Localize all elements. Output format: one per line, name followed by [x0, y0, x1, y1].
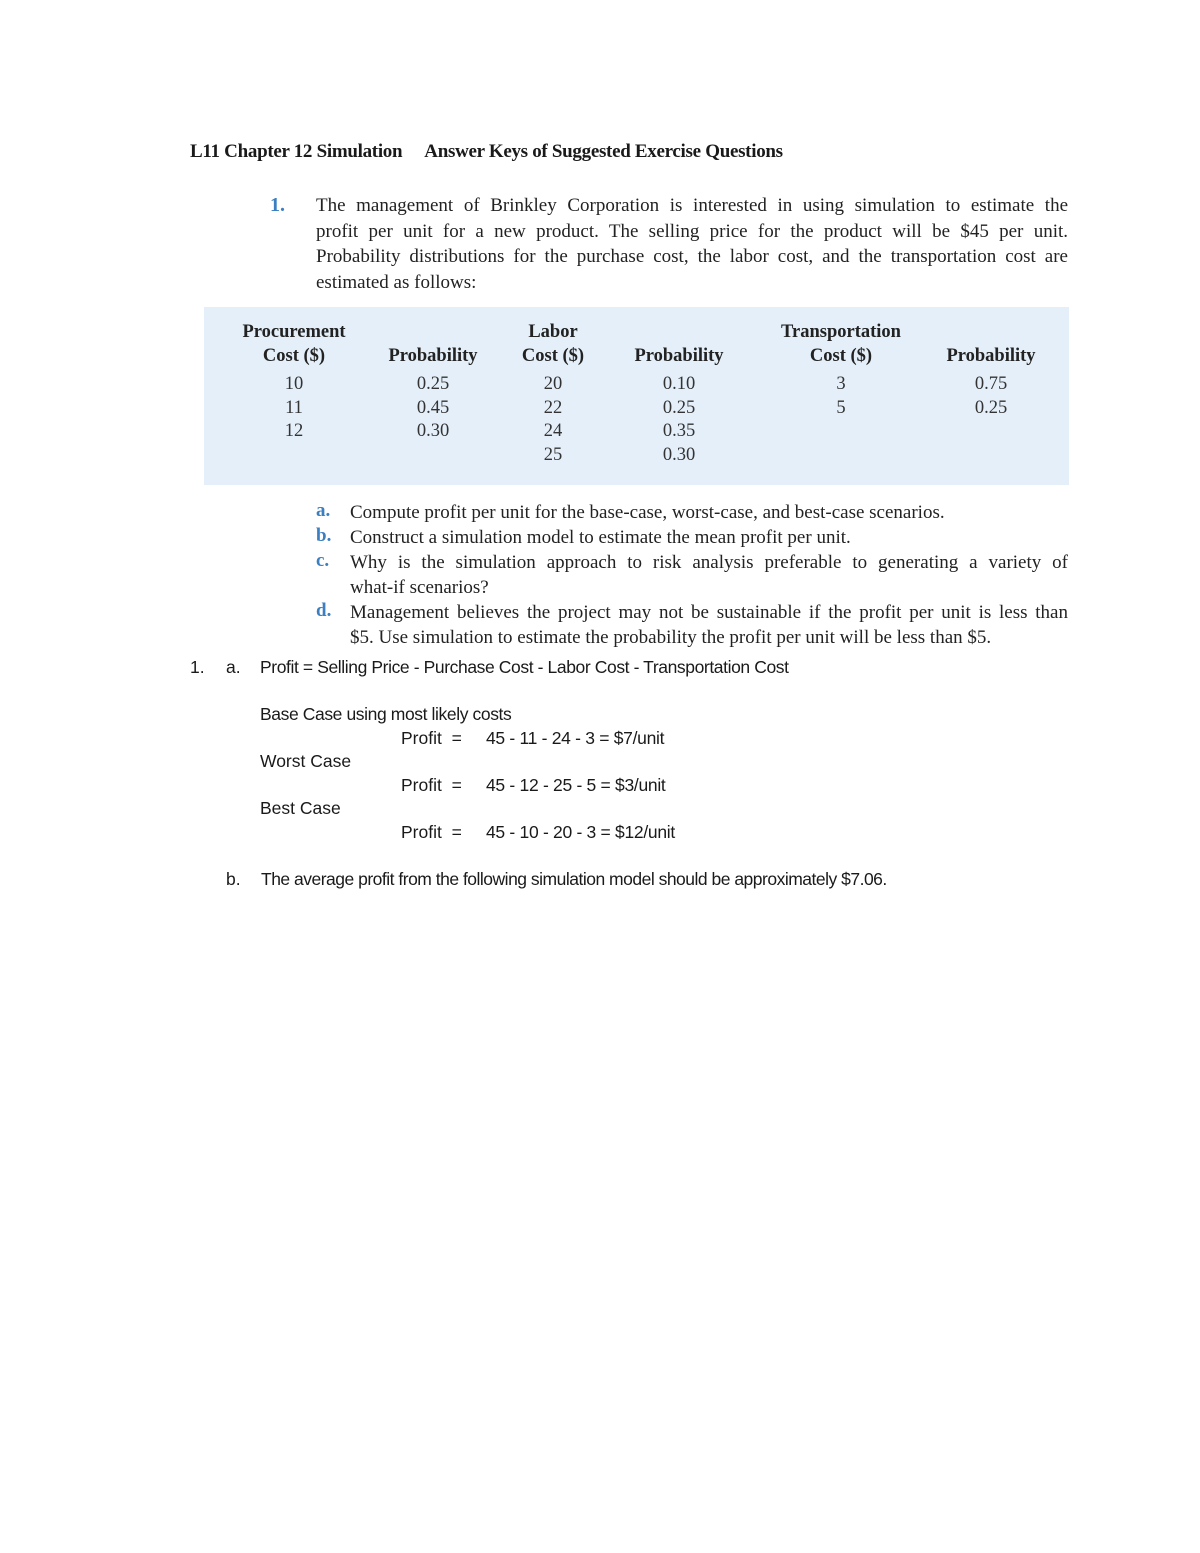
question-line: Probability distributions for the purchase cost, the labor cost, and the transportation cost are [316, 246, 1068, 267]
best-case-label: Best Case [260, 798, 341, 818]
table-cell: 22 [543, 397, 563, 418]
header-labor [504, 320, 602, 368]
table-cell: 0.35 [662, 421, 696, 441]
header-probability-1: Probability [388, 346, 478, 366]
header-line: Transportation [781, 322, 901, 342]
procurement-cost-column [264, 373, 324, 444]
table-cell: 5 [836, 397, 846, 418]
header-probability-3: Probability [946, 346, 1036, 366]
subquestion-line: what-if scenarios? [350, 577, 489, 598]
header-line: Labor [528, 322, 578, 342]
question-line: The management of Brinkley Corporation is interested in using simulation to estimate the [316, 195, 1068, 216]
table-cell: 3 [836, 374, 846, 394]
question-text [316, 193, 1068, 295]
subquestion-text-d [350, 600, 1068, 650]
table-cell: 0.30 [662, 444, 696, 465]
labor-prob-column [649, 373, 709, 467]
worst-profit-label: Profit = [401, 775, 462, 795]
question-line: profit per unit for a new product. The selling price for the product will be $45 per unit. [316, 220, 1068, 242]
header-line: Procurement [242, 322, 346, 342]
answer-b-text: The average profit from the following simulation model should be approximately $7.06. [261, 869, 887, 889]
table-cell: 0.25 [662, 397, 696, 418]
worst-profit-calc: 45 - 12 - 25 - 5 = $3/unit [486, 775, 666, 795]
labor-cost-column [523, 373, 583, 467]
table-cell: 12 [284, 421, 304, 441]
table-cell: 0.10 [662, 374, 696, 394]
table-cell: 0.25 [416, 374, 450, 394]
header-line: Cost ($) [521, 346, 585, 366]
table-cell: 0.45 [416, 397, 450, 418]
title-left: L11 Chapter 12 Simulation [190, 141, 403, 162]
subquestion-letter-a: a. [316, 500, 331, 521]
transport-prob-column [961, 373, 1021, 420]
header-transportation [761, 320, 921, 368]
base-profit-label: Profit = [401, 728, 462, 748]
table-cell: 0.25 [974, 397, 1008, 418]
transport-cost-column [811, 373, 871, 420]
subquestion-text-c [350, 550, 1068, 600]
table-cell: 24 [543, 421, 563, 441]
procurement-prob-column [403, 373, 463, 444]
base-case-label: Base Case using most likely costs [260, 704, 512, 724]
subquestion-letter-c: c. [316, 550, 330, 571]
subquestion-letter-b: b. [316, 525, 332, 546]
header-procurement [224, 320, 364, 368]
best-profit-label: Profit = [401, 822, 462, 842]
worst-case-label: Worst Case [260, 751, 352, 771]
base-profit-calc: 45 - 11 - 24 - 3 = $7/unit [486, 728, 665, 748]
answer-b-letter: b. [226, 869, 241, 889]
subquestion-line: $5. Use simulation to estimate the probability the profit per unit will be less than $5. [350, 627, 992, 648]
best-profit-calc: 45 - 10 - 20 - 3 = $12/unit [486, 822, 675, 842]
header-line: Cost ($) [809, 346, 873, 366]
table-cell: 11 [285, 397, 303, 418]
probability-table [204, 307, 1069, 485]
table-cell: 20 [543, 374, 563, 394]
subquestion-line: Compute profit per unit for the base-case, worst-case, and best-case scenarios. [350, 502, 945, 523]
header-probability-2: Probability [634, 346, 724, 366]
document-title [190, 141, 783, 163]
table-cell: 25 [543, 444, 563, 465]
subquestion-letter-d: d. [316, 600, 332, 621]
subquestion-line: Management believes the project may not be sustainable if the profit per unit is less than [350, 602, 1068, 623]
table-cell: 10 [284, 374, 304, 394]
profit-formula: Profit = Selling Price - Purchase Cost - Labor Cost - Transportation Cost [260, 657, 789, 677]
subquestion-line: Construct a simulation model to estimate the mean profit per unit. [350, 527, 851, 548]
subquestion-text-a [350, 500, 1068, 525]
subquestion-text-b [350, 525, 1068, 550]
answer-a-letter: a. [226, 657, 241, 677]
header-line: Cost ($) [262, 346, 326, 366]
table-cell: 0.75 [974, 374, 1008, 394]
question-number: 1. [270, 194, 285, 216]
question-line: estimated as follows: [316, 271, 477, 293]
answer-number: 1. [190, 657, 205, 677]
subquestion-line: Why is the simulation approach to risk analysis preferable to generating a variety of [350, 552, 1068, 573]
table-cell: 0.30 [416, 421, 450, 441]
title-right: Answer Keys of Suggested Exercise Questions [424, 141, 783, 162]
